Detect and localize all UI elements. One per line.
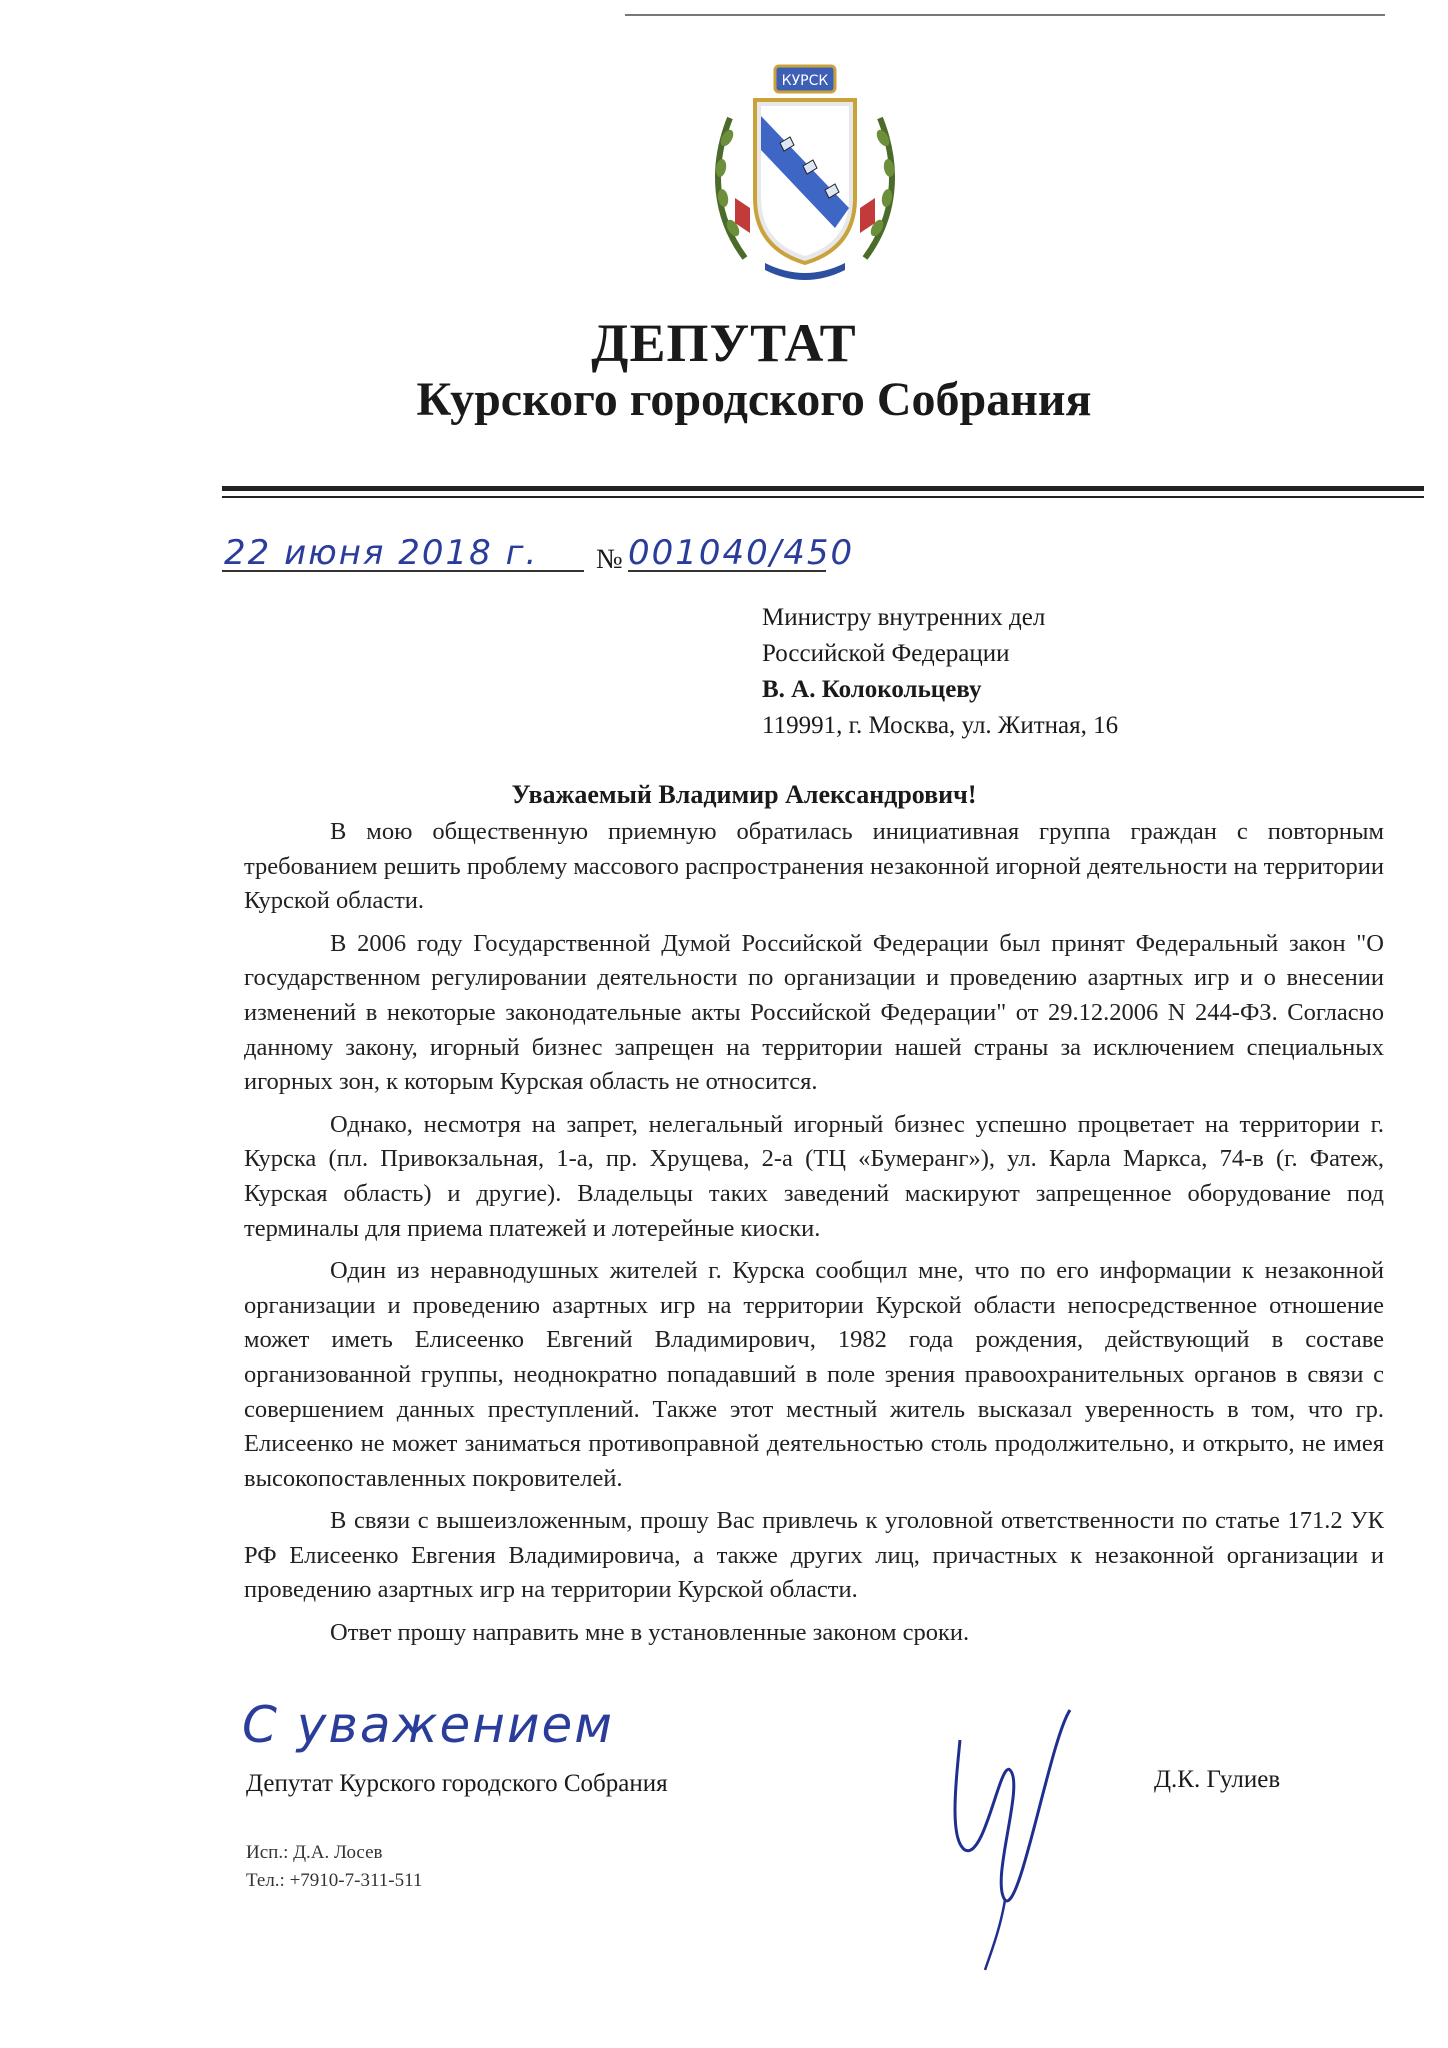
signer-role: Депутат Курского городского Собрания bbox=[246, 1770, 668, 1797]
addressee-address: 119991, г. Москва, ул. Житная, 16 bbox=[762, 712, 1119, 739]
handwritten-signature bbox=[930, 1700, 1110, 1980]
executor-note: Исп.: Д.А. Лосев bbox=[246, 1842, 383, 1863]
letter-body bbox=[244, 815, 1384, 1659]
emblem-crown-text: КУРСК bbox=[781, 73, 829, 89]
signer-name: Д.К. Гулиев bbox=[1154, 1766, 1281, 1793]
closing-handwritten: С уважением bbox=[242, 1696, 614, 1754]
registration-number-sign: № bbox=[596, 544, 623, 575]
registration-date: 22 июня 2018 г. bbox=[222, 536, 584, 572]
kursk-coat-of-arms-emblem bbox=[705, 58, 905, 288]
body-paragraph: В мою общественную приемную обратилась инициативная группа граждан с повторным требованием решить проблему массового распространения незаконной игорной деятельности на территории Курской области. bbox=[244, 818, 1384, 915]
body-paragraph: Ответ прошу направить мне в установленные законом сроки. bbox=[330, 1619, 970, 1647]
letterhead-rule-thin bbox=[222, 496, 1424, 498]
addressee-line2: Российской Федерации bbox=[762, 640, 1010, 667]
addressee-name: В. А. Колокольцеву bbox=[762, 676, 982, 703]
addressee-line1: Министру внутренних дел bbox=[762, 604, 1046, 631]
body-paragraph: В 2006 году Государственной Думой Российской Федерации был принят Федеральный закон "О государственном регулировании деятельности по организации и проведению азартных игр и о внесении изменений в некоторые законодательные акты Российской Федерации" от 29.12.2006 N 244-ФЗ. Согласно данному закону, игорный бизнес запрещен на территории нашей страны за исключением специальных игорных зон, к которым Курская область не относится. bbox=[244, 929, 1384, 1096]
body-paragraph: В связи с вышеизложенным, прошу Вас привлечь к уголовной ответственности по статье 171.2 УК РФ Елисеенко Евгения Владимировича, а также других лиц, причастных к незаконной организации и проведению азартных игр на территории Курской области. bbox=[244, 1507, 1384, 1604]
body-paragraph: Однако, несмотря на запрет, нелегальный игорный бизнес успешно процветает на территории г. Курска (пл. Привокзальная, 1-а, пр. Хрущева, 2-а (ТЦ «Бумеранг»), ул. Карла Маркса, 74-в (г. Фатеж, Курская область) и другие). Владельцы таких заведений маскируют запрещенное оборудование под терминалы для приема платежей и лотерейные киоски. bbox=[244, 1110, 1384, 1242]
registration-number: 001040/450 bbox=[628, 533, 855, 573]
letterhead-subtitle: Курского городского Собрания bbox=[416, 373, 1092, 426]
addressee-block bbox=[762, 600, 1118, 744]
body-paragraph: Один из неравнодушных жителей г. Курска сообщил мне, что по его информации к незаконной организации и проведению азартных игр на территории Курской области непосредственное отношение может иметь Елисеенко Евгений Владимирович, 1982 года рождения, действующий в составе организованной группы, неоднократно попадавший в поле зрения правоохранительных органов в связи с совершением данных преступлений. Также этот местный житель высказал уверенность в том, что гр. Елисеенко не может заниматься противоправной деятельностью столь продолжительно, и открыто, не имея высокопоставленных покровителей. bbox=[244, 1257, 1384, 1492]
scan-edge-line bbox=[625, 14, 1385, 16]
executor-phone: Тел.: +7910-7-311-511 bbox=[246, 1870, 423, 1891]
letterhead-title: ДЕПУТАТ bbox=[591, 313, 857, 373]
letterhead-rule-thick bbox=[222, 486, 1424, 491]
salutation: Уважаемый Владимир Александрович! bbox=[511, 780, 977, 809]
